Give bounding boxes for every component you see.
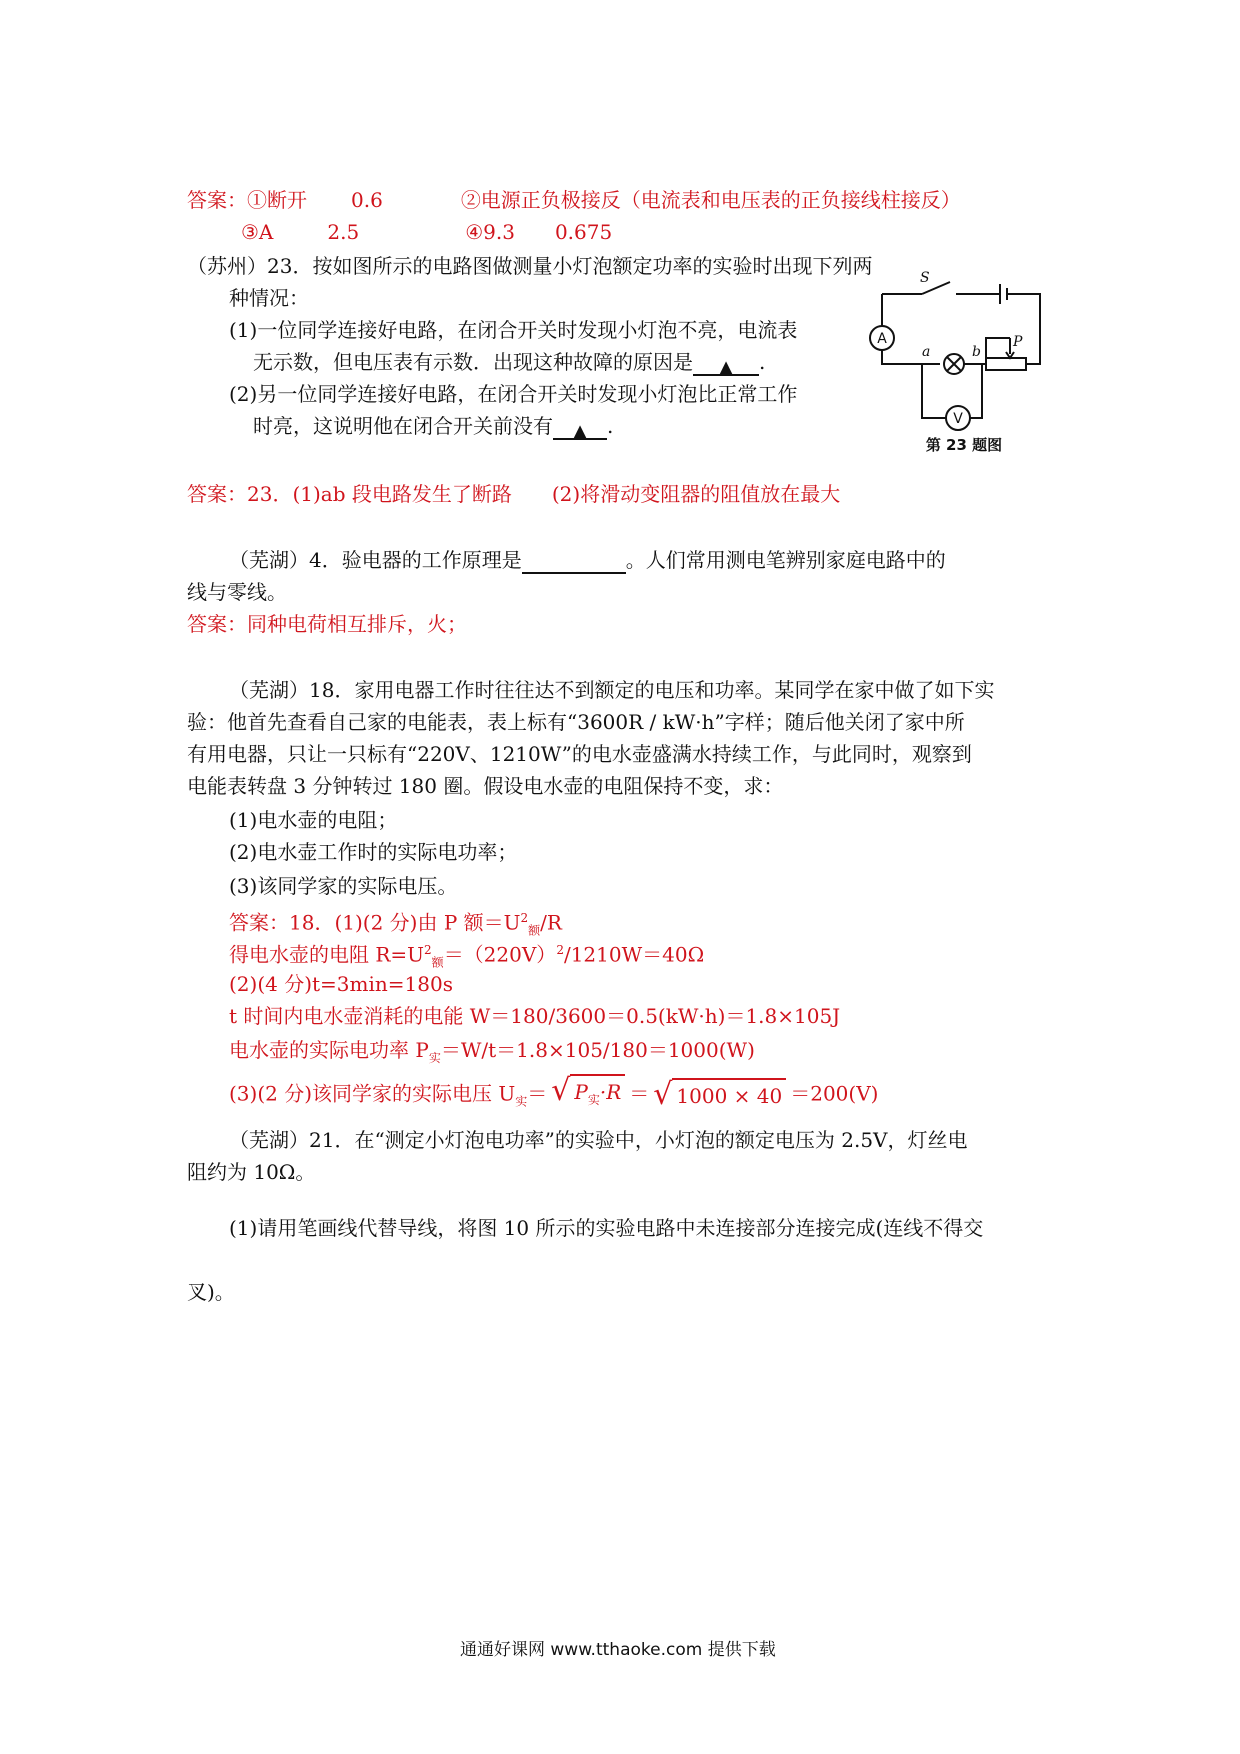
period: . (759, 350, 766, 374)
switch-label: S (920, 270, 930, 286)
q4-text-b: 。人们常用测电笔辨别家庭电路中的 (625, 548, 946, 572)
voltmeter-icon: V (953, 411, 963, 427)
q4-text-a: （芜湖）4．验电器的工作原理是 (229, 548, 522, 572)
q21-sub-1: (1)请用笔画线代替导线，将图 10 所示的实验电路中未连接部分连接完成(连线不得交 (229, 1216, 984, 1240)
answer-value-4: 0.675 (554, 220, 613, 244)
sqrt-1-p: P (574, 1080, 588, 1104)
q18-answer-5-suffix: ＝W/t＝1.8×105/180＝1000(W) (440, 1038, 755, 1062)
q18-answer-1-sub: 额 (528, 923, 541, 938)
q4-answer: 答案：同种电荷相互排斥，火； (187, 612, 467, 636)
q23-part1-a: (1)一位同学连接好电路，在闭合开关时发现小灯泡不亮，电流表 (229, 318, 798, 342)
circuit-diagram (860, 268, 1060, 458)
period: . (607, 414, 614, 438)
answer-item-3: ③A (241, 220, 274, 244)
answer-value-1: 0.6 (351, 188, 383, 212)
sqrt-expression-2: √ 1000 × 40 (653, 1078, 786, 1112)
fill-blank (693, 352, 759, 376)
answer-line-2 (241, 218, 612, 246)
q18-line-2: 验：他首先查看自己家的电能表，表上标有“3600R / kW·h”字样；随后他关闭了家中所 (187, 710, 965, 734)
q18-answer-4: t 时间内电水壶消耗的电能 W＝180/3600＝0.5(kW·h)＝1.8×105J (229, 1004, 841, 1028)
page-footer: 通通好课网 www.tthaoke.com 提供下载 (460, 1640, 776, 1660)
q18-answer-1-sup: 2 (520, 911, 529, 925)
q18-answer-6-eq: ＝ (527, 1081, 548, 1106)
q18-line-4: 电能表转盘 3 分钟转过 180 圈。假设电水壶的电阻保持不变，求： (187, 774, 784, 798)
q21-line-1: （芜湖）21．在“测定小灯泡电功率”的实验中，小灯泡的额定电压为 2.5V，灯丝电 (229, 1128, 968, 1152)
q21-line-2: 阻约为 10Ω。 (187, 1160, 316, 1184)
q18-sub-3: (3)该同学家的实际电压。 (229, 874, 458, 898)
answer-item-2: ②电源正负极接反（电流表和电压表的正负接线柱接反） (460, 188, 961, 212)
q18-answer-2-sup2: 2 (556, 943, 564, 957)
triangle-icon: ▲ (719, 357, 733, 378)
answer-value-3: 2.5 (327, 220, 360, 244)
figure-caption: 第 23 题图 (925, 436, 1003, 454)
q18-answer-2-text: 得电水壶的电阻 R=U (229, 942, 425, 967)
q18-answer-6-result: ＝200(V) (790, 1081, 879, 1106)
q18-answer-2-sup: 2 (424, 943, 432, 957)
q18-answer-3: (2)(4 分)t=3min=180s (229, 972, 453, 996)
sqrt-2-inner: 1000 × 40 (672, 1078, 786, 1112)
q18-answer-5-sub: 实 (428, 1051, 441, 1065)
sqrt-1-tail: ·R (599, 1080, 622, 1104)
q18-answer-6 (229, 1074, 878, 1116)
q23-line-2: 种情况： (229, 286, 309, 310)
node-a-label: a (922, 344, 931, 360)
q4-line-2: 线与零线。 (187, 580, 287, 604)
q23-part1-text: 无示数，但电压表有示数．出现这种故障的原因是 (253, 350, 693, 374)
q18-answer-2-sub: 额 (431, 955, 444, 970)
q23-answer: 答案：23．(1)ab 段电路发生了断路 (2)将滑动变阻器的阻值放在最大 (187, 482, 841, 506)
q4-line-1 (229, 546, 946, 574)
q18-answer-6-text: (3)(2 分)该同学家的实际电压 U (229, 1081, 516, 1106)
q18-answer-5-text: 电水壶的实际电功率 P (229, 1038, 429, 1062)
answer-line-1 (187, 186, 961, 214)
sqrt-1-sub: 实 (587, 1093, 600, 1107)
q23-line-1: （苏州）23．按如图所示的电路图做测量小灯泡额定功率的实验时出现下列两 (187, 254, 873, 278)
q18-sub-2: (2)电水壶工作时的实际电功率； (229, 840, 518, 864)
q18-sub-1: (1)电水壶的电阻； (229, 808, 398, 832)
q18-answer-6-eq2: ＝ (629, 1081, 650, 1106)
q18-answer-1-text: 答案：18．(1)(2 分)由 P 额＝U (229, 910, 521, 935)
q18-answer-6-sub: 实 (515, 1094, 528, 1109)
fill-blank (553, 416, 607, 440)
answer-item-1: ①断开 (247, 188, 307, 212)
q18-answer-2-mid: ＝（220V） (443, 942, 557, 967)
q23-part2-text: 时亮，这说明他在闭合开关前没有 (253, 414, 553, 438)
q23-part1-b (253, 348, 765, 376)
q21-sub-1-end: 叉)。 (187, 1280, 235, 1304)
q23-part2-a: (2)另一位同学连接好电路，在闭合开关时发现小灯泡比正常工作 (229, 382, 798, 406)
q23-part2-b (253, 412, 613, 440)
q18-answer-5 (229, 1036, 755, 1072)
q18-line-3: 有用电器，只让一只标有“220V、1210W”的电水壶盛满水持续工作，与此同时，观察到 (187, 742, 972, 766)
q18-line-1: （芜湖）18．家用电器工作时往往达不到额定的电压和功率。某同学在家中做了如下实 (229, 678, 995, 702)
slider-label: P (1013, 334, 1023, 350)
fill-blank (522, 550, 626, 574)
ammeter-icon: A (877, 331, 887, 347)
q18-answer-2-suffix: /1210W＝40Ω (563, 942, 705, 967)
answer-item-4: ④9.3 (465, 220, 515, 244)
q18-answer-1-suffix: /R (540, 910, 562, 935)
triangle-icon: ▲ (573, 421, 587, 442)
node-b-label: b (972, 344, 981, 360)
answer-prefix: 答案： (187, 188, 247, 212)
sqrt-expression-1: √ $P_实\cdot R$ (551, 1074, 625, 1116)
